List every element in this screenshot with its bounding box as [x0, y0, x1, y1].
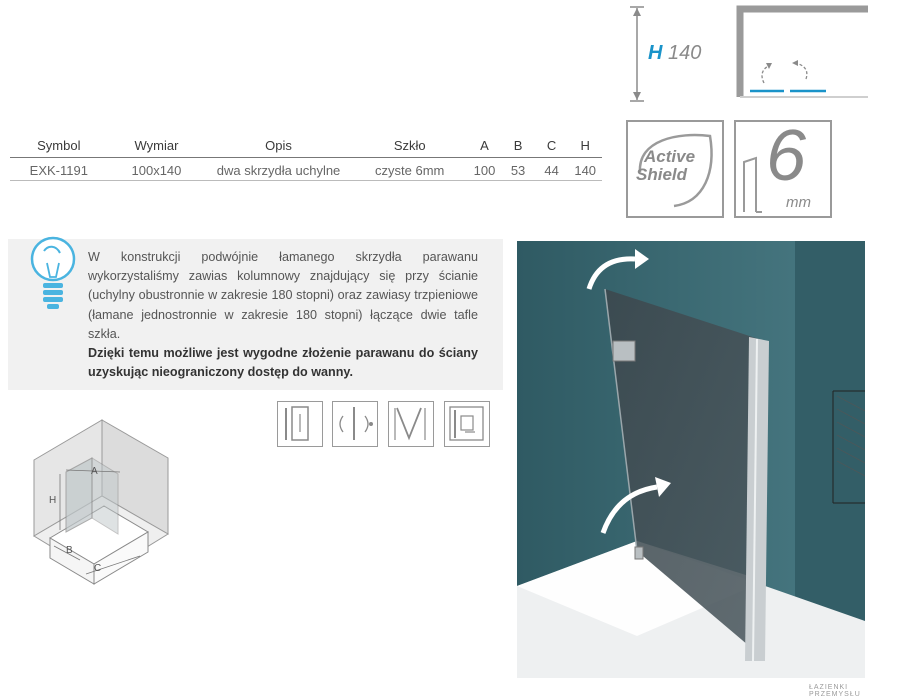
- info-highlight: Dzięki temu możliwe jest wygodne złożenie parawanu do ściany uzyskując nieograniczony dostęp do wanny.: [88, 346, 478, 380]
- col-wymiar: Wymiar: [108, 136, 206, 158]
- cell-symbol: EXK-1191: [10, 158, 108, 181]
- col-opis: Opis: [205, 136, 351, 158]
- cell-h: 140: [568, 158, 602, 181]
- cell-opis: dwa skrzydła uchylne: [205, 158, 351, 181]
- watermark: ŁAZIENKI PRZEMYSŁU: [809, 684, 861, 698]
- diagram-label-a: A: [91, 466, 98, 477]
- col-a: A: [468, 136, 502, 158]
- top-view-plan-icon: [736, 5, 872, 103]
- hinge-door-icon: [277, 401, 323, 447]
- height-label: [648, 42, 701, 65]
- col-h: H: [568, 136, 602, 158]
- active-shield-line1: Active: [644, 147, 696, 166]
- active-shield-text: [636, 147, 696, 184]
- diagram-label-c: C: [94, 563, 102, 574]
- col-szklo: Szkło: [352, 136, 468, 158]
- fold-door-icon: [388, 401, 434, 447]
- glass-thickness-value: 6: [766, 116, 807, 196]
- swing-both-ways-icon: [332, 401, 378, 447]
- cell-c: 44: [535, 158, 569, 181]
- cell-wymiar: 100x140: [108, 158, 206, 181]
- isometric-bath-diagram: [28, 414, 178, 598]
- info-paragraph: W konstrukcji podwójnie łamanego skrzydła parawanu wykorzystaliśmy zawias kolumnowy znajdujący się przy ścianie (uchylny obustronnie w zakresie 180 stopni) oraz zawiasy trzpieniowe (łamane jednostronnie w zakresie 180 stopni) łączące dwie tafle szkła.: [88, 250, 478, 341]
- height-value: 140: [668, 42, 702, 64]
- cell-a: 100: [468, 158, 502, 181]
- table-row: [10, 158, 602, 181]
- active-shield-line2: Shield: [636, 165, 688, 184]
- col-b: B: [501, 136, 535, 158]
- product-photo: [517, 241, 865, 678]
- col-symbol: Symbol: [10, 136, 108, 158]
- info-text: [88, 248, 478, 382]
- lightbulb-icon: [26, 233, 80, 315]
- fold-to-wall-icon: [444, 401, 490, 447]
- shower-screen-illustration: [517, 241, 865, 678]
- height-arrow-icon: [626, 4, 648, 104]
- glass-thickness-unit: mm: [786, 194, 811, 211]
- active-shield-badge: [626, 120, 724, 218]
- height-letter: H: [648, 42, 663, 64]
- spec-table: [10, 136, 602, 181]
- diagram-label-h: H: [49, 495, 57, 506]
- cell-b: 53: [501, 158, 535, 181]
- diagram-label-b: B: [66, 545, 73, 556]
- col-c: C: [535, 136, 569, 158]
- glass-thickness-badge: [734, 116, 832, 218]
- spec-table-header: [10, 136, 602, 158]
- cell-szklo: czyste 6mm: [352, 158, 468, 181]
